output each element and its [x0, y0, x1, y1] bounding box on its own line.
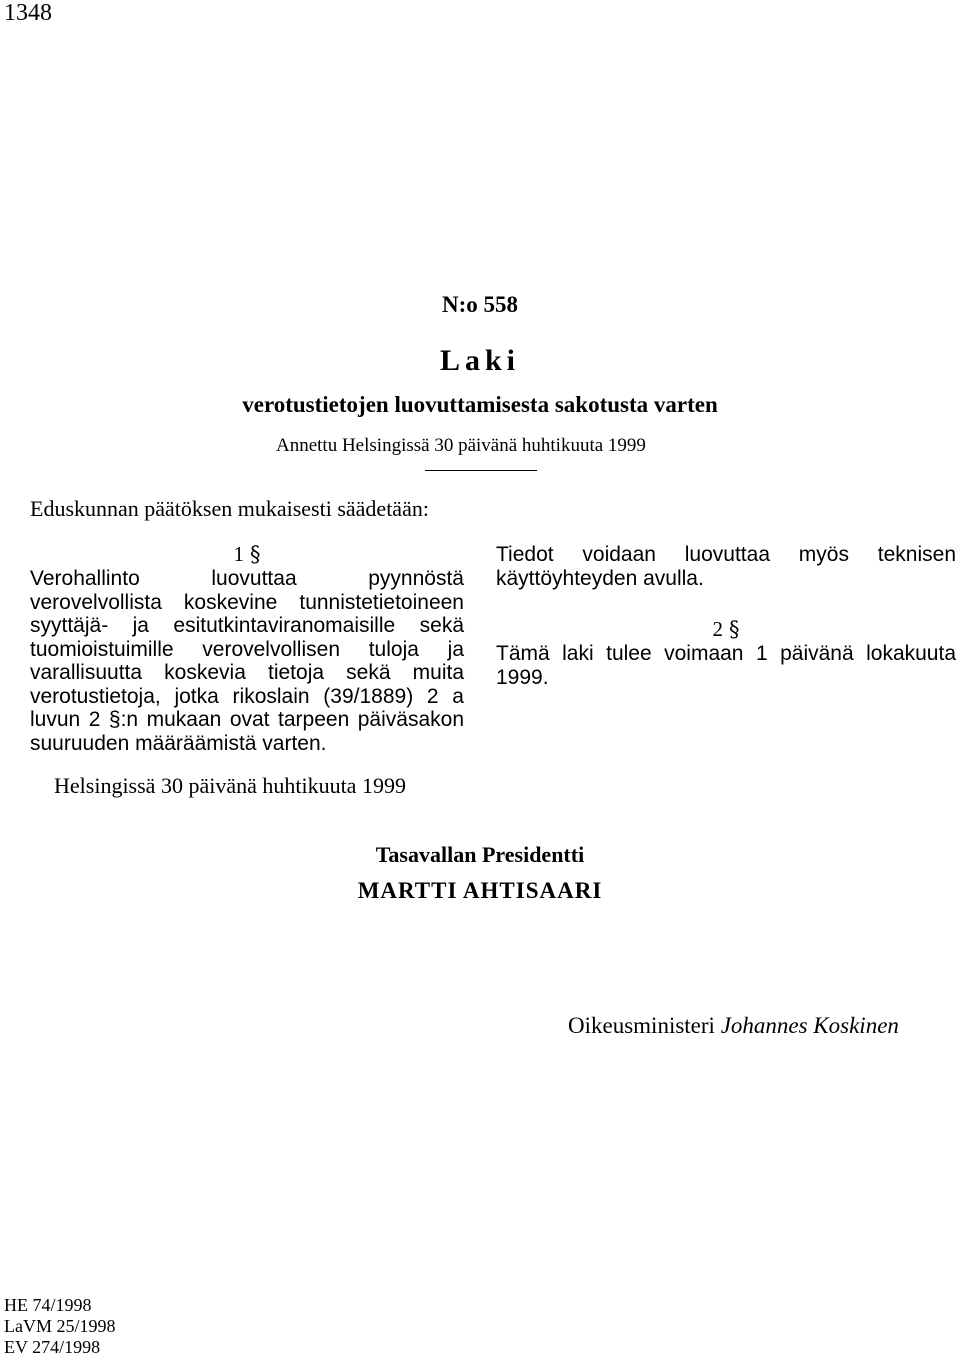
- section-1-heading: [30, 543, 464, 567]
- divider-rule: [425, 470, 537, 471]
- section-1-paragraph-1: Verohallinto luovuttaa pyynnöstä verovelvollista koskevine tunnistetietoineen syyttäjä- ja esitutkintaviranomaisille sekä tuomioistuimille verovelvollisen tuloja ja varallisuutta koskevia tietoja sekä muita verotustietoja, jotka rikoslain (39/1889) 2 a luvun 2 §:n mukaan ovat tarpeen päiväsakon suuruuden määräämistä varten.: [30, 567, 464, 755]
- law-number: N:o 558: [441, 292, 519, 317]
- president-name: MARTTI AHTISAARI: [357, 878, 603, 903]
- law-type-heading: Laki: [439, 344, 521, 377]
- signing-place-date: Helsingissä 30 päivänä huhtikuuta 1999: [54, 773, 406, 798]
- legislative-references: [4, 1295, 116, 1358]
- section-1-symbol: §: [250, 542, 261, 566]
- section-2-symbol: §: [729, 617, 740, 641]
- spacer: [496, 590, 956, 618]
- minister-signature: [568, 1013, 899, 1039]
- section-2-number: 2: [712, 617, 723, 641]
- reference-item: HE 74/1998: [4, 1295, 92, 1315]
- enactment-date: Annettu Helsingissä 30 päivänä huhtikuuta 1999: [276, 435, 646, 456]
- page-number: 1348: [4, 0, 52, 26]
- president-title: Tasavallan Presidentti: [375, 842, 585, 867]
- preamble: Eduskunnan päätöksen mukaisesti säädetään:: [30, 496, 429, 521]
- section-1-number: 1: [233, 542, 244, 566]
- minister-name: Johannes Koskinen: [720, 1013, 899, 1038]
- law-title: verotustietojen luovuttamisesta sakotusta varten: [242, 392, 718, 417]
- section-1-paragraph-2: Tiedot voidaan luovuttaa myös teknisen käyttöyhteyden avulla.: [496, 543, 956, 590]
- section-2-heading: [496, 618, 956, 642]
- section-2-paragraph-1: Tämä laki tulee voimaan 1 päivänä lokakuuta 1999.: [496, 642, 956, 689]
- reference-item: LaVM 25/1998: [4, 1316, 116, 1336]
- reference-item: EV 274/1998: [4, 1337, 101, 1357]
- minister-title: Oikeusministeri: [568, 1013, 715, 1038]
- left-column: [30, 543, 464, 755]
- right-column: [496, 543, 956, 689]
